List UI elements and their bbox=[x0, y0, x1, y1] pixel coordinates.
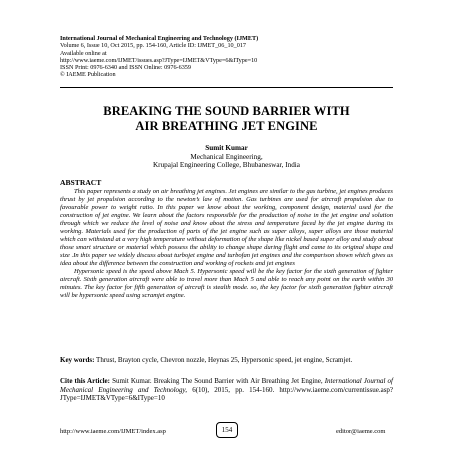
issue-link[interactable]: http://www.iaeme.com/IJMET/issues.asp?JType=IJMET&VType=6&IType=10 bbox=[60, 56, 258, 64]
header-divider bbox=[60, 87, 393, 88]
abstract-paragraph-1: This paper represents a study on air breathing jet engines. Jet engines are similar to the gas turbine, jet engines produces thrust by jet propulsion according to the newton’s law of motion. Gas turbines are used for aircraft propulsion due to favourable power to weight ratio. In this paper we know about the working, component design, material used for the construction of jet engine. We learn about the factors responsible for the production of noise in the jet engine and solution through which we reduce the level of noise and know about the stress and temperature faced by the jet engine during its working. Materials used for the production of parts of the jet engine such as super alloys, super alloys are those material which can withstand at a very high temperature without deformation of the shape like nickel based super alloy and study about those smart structure or material which possess the ability to change shape during flight and came to its original shape and size .In this paper we widely discuss about turbojet engine and turbofan jet engines and the comparison shown which gives us idea about the difference between the construction and working of rockets and jet engines bbox=[60, 188, 393, 267]
citation bbox=[60, 377, 393, 403]
cite-label: Cite this Article: bbox=[60, 377, 110, 385]
journal-header bbox=[60, 35, 400, 79]
cite-text: Sumit Kumar. Breaking The Sound Barrier with Air Breathing Jet Engine, bbox=[112, 377, 323, 385]
author-name: Sumit Kumar bbox=[205, 144, 248, 152]
author-dept: Mechanical Engineering, bbox=[190, 152, 263, 161]
title-line-2: AIR BREATHING JET ENGINE bbox=[135, 118, 318, 133]
abstract-heading: ABSTRACT bbox=[60, 178, 102, 187]
keywords bbox=[60, 356, 393, 365]
cite-url[interactable]: http://www.iaeme.com/currentissue.asp?JType=IJMET&VType=6&IType=10 bbox=[60, 385, 394, 402]
available-online: Available online at bbox=[60, 49, 107, 57]
author-block bbox=[60, 144, 393, 170]
cite-tail: 6(10), 2015, pp. 154-160. bbox=[192, 385, 275, 394]
journal-name: International Journal of Mechanical Engineering and Technology (IJMET) bbox=[60, 35, 259, 42]
author-affiliation: Krupajal Engineering College, Bhubaneswar, India bbox=[152, 161, 300, 170]
cite-journal: International Journal of Mechanical Engineering and Technology, bbox=[60, 377, 393, 394]
issn-info: ISSN Print: 0976-6340 and ISSN Online: 0976-6359 bbox=[60, 64, 191, 72]
abstract-paragraph-2: Hypersonic speed is the speed above Mach 5. Hypersonic speed will be the key factor for the sixth generation of fighter aircraft. Sixth generation aircraft were able to travel more than Mach 5 and able to reach any point on the earth within 30 minutes. The key factor for fifth generation of aircraft is stealth mode. so, the key factor for sixth generation fighter aircraft will be hypersonic speed using scramjet engine. bbox=[60, 268, 393, 299]
keywords-text: Thrust, Brayton cycle, Chevron nozzle, Heynas 25, Hypersonic speed, jet engine, Scramjet. bbox=[96, 356, 353, 364]
footer-url[interactable]: http://www.iaeme.com/IJMET/index.asp bbox=[60, 428, 166, 435]
abstract-body bbox=[60, 188, 393, 300]
footer-email[interactable]: editor@iaeme.com bbox=[336, 428, 386, 435]
copyright: © IAEME Publication bbox=[60, 71, 116, 79]
title-line-1: BREAKING THE SOUND BARRIER WITH bbox=[103, 104, 350, 118]
volume-info: Volume 6, Issue 10, Oct 2015, pp. 154-160, Article ID: IJMET_06_10_017 bbox=[60, 42, 247, 50]
keywords-label: Key words: bbox=[60, 356, 95, 364]
paper-title bbox=[60, 104, 393, 133]
page-number: 154 bbox=[216, 422, 238, 438]
